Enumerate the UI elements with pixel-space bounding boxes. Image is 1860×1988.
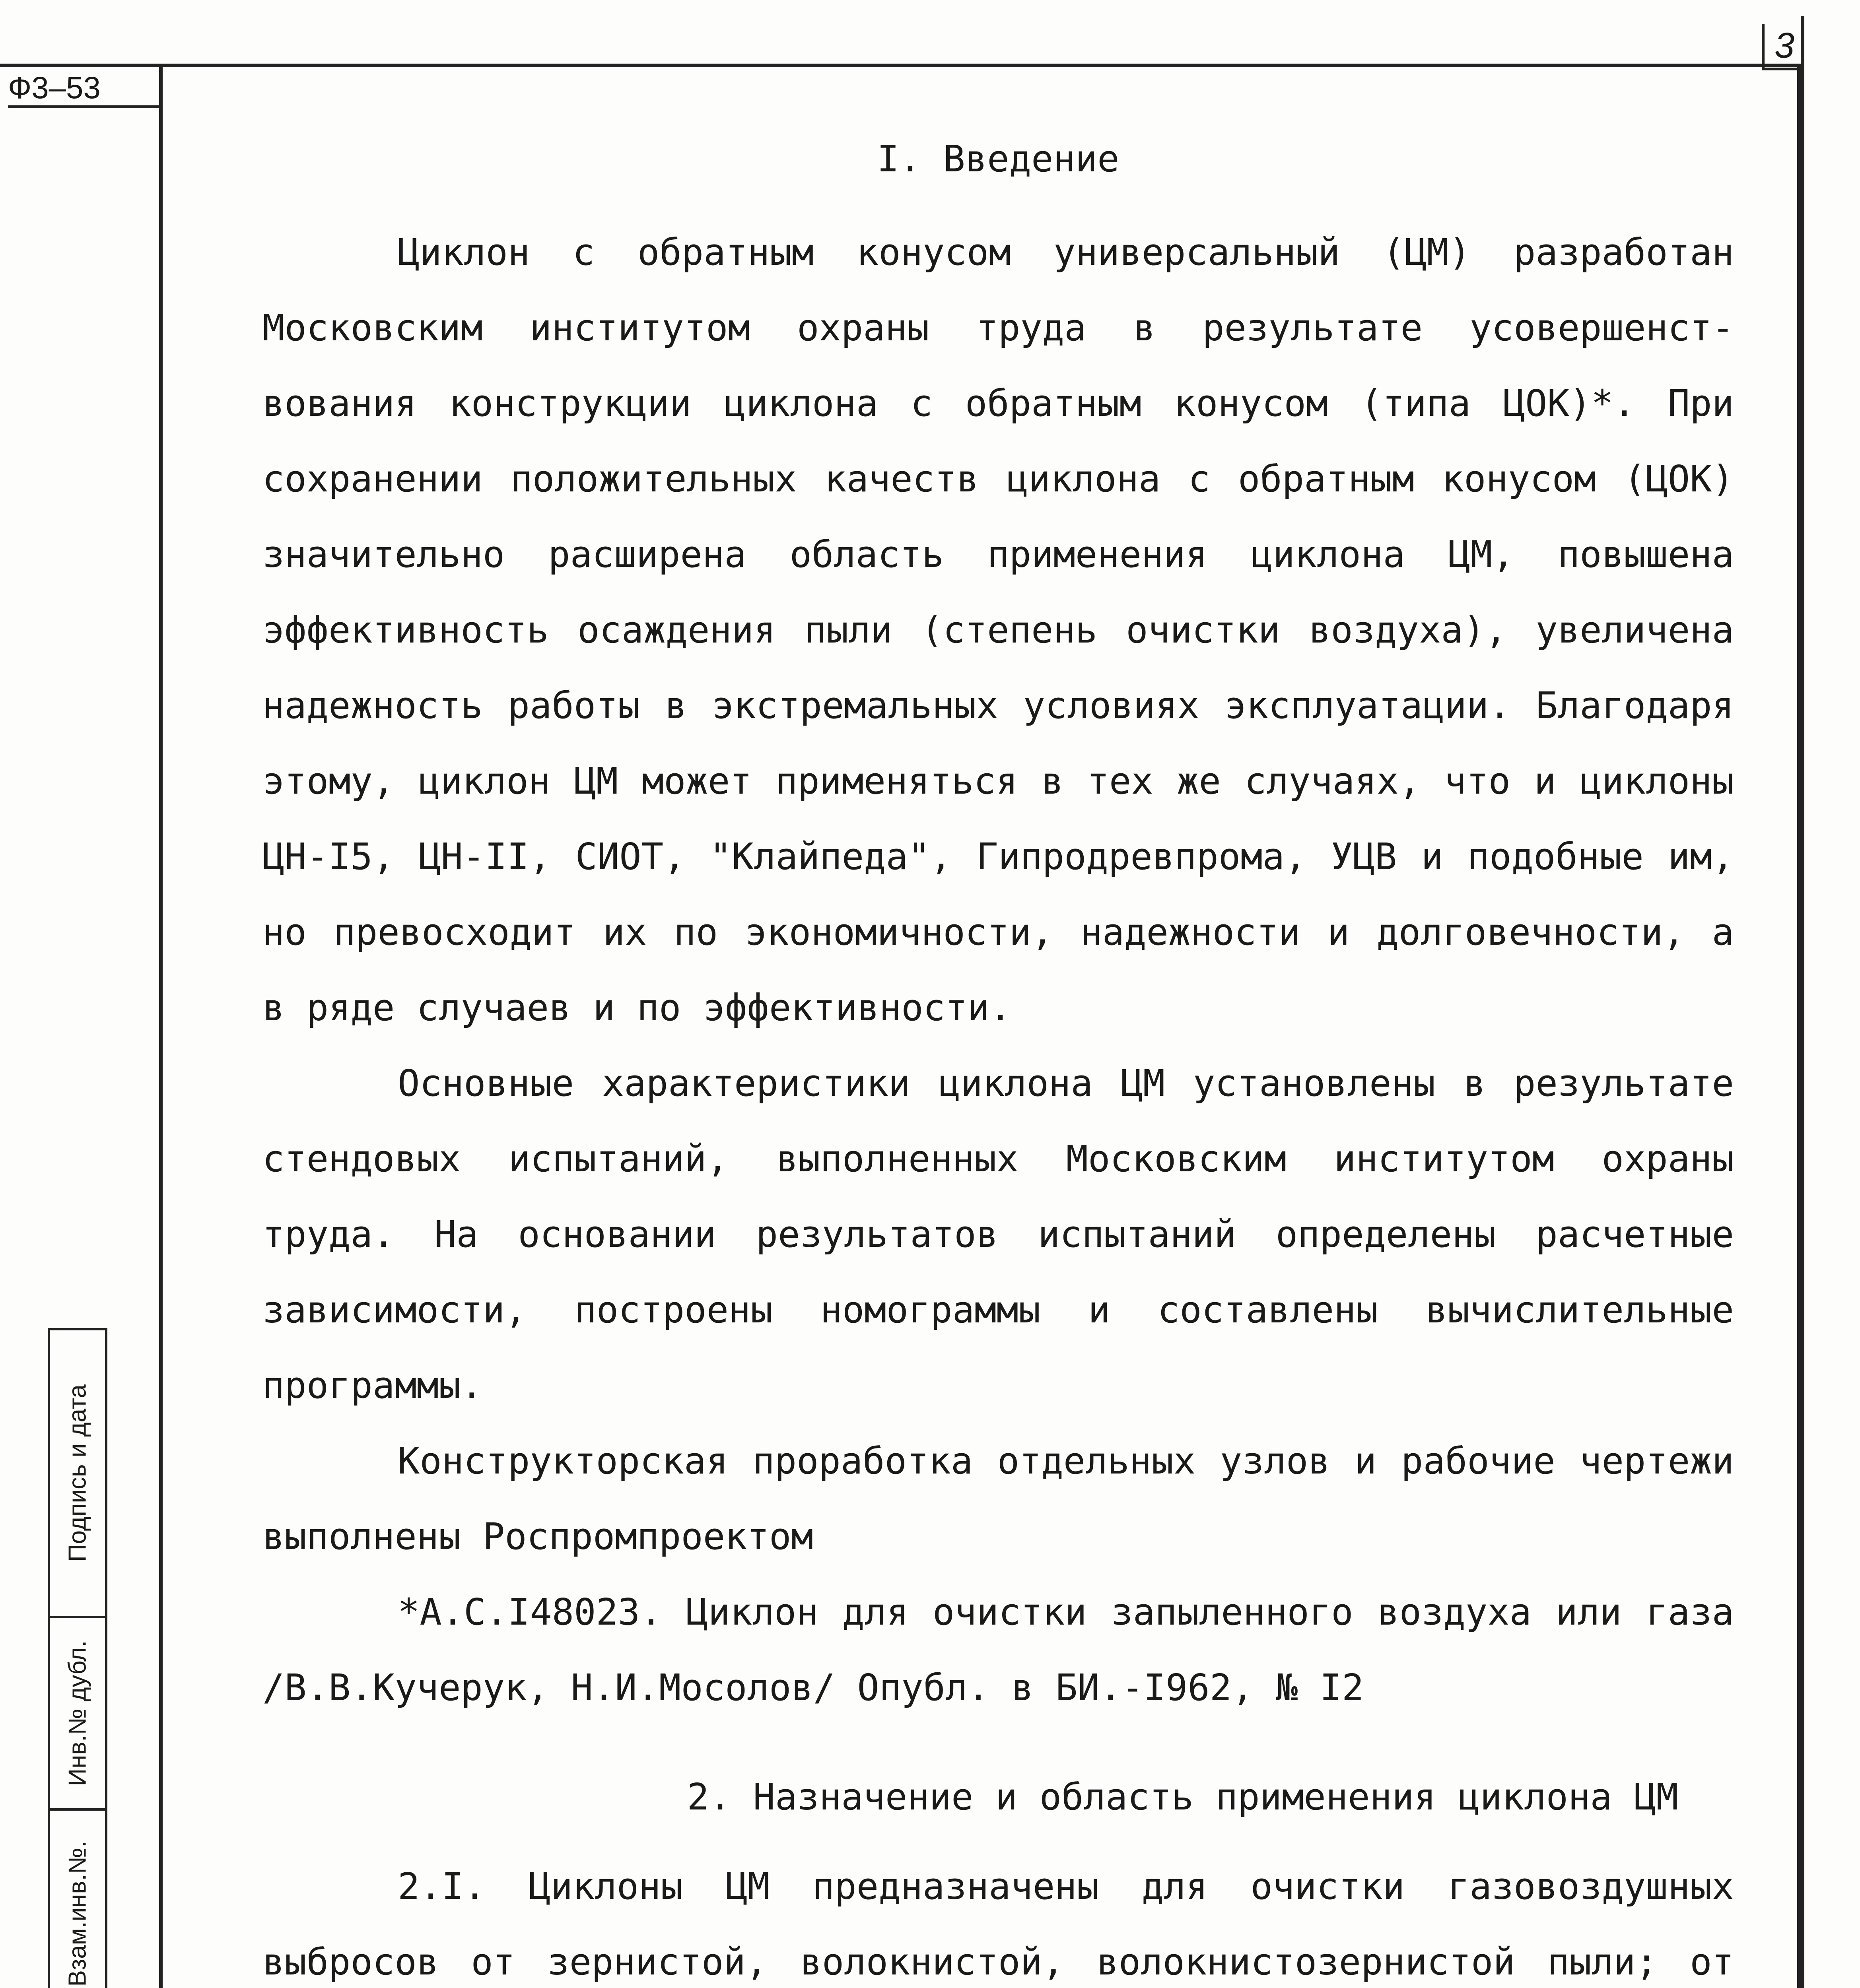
left-stamp-strip (48, 1328, 159, 1988)
paragraph-purpose-1: 2.I. Циклоны ЦМ предназначены для очистки газовоздушных выбросов от зернистой, волокнистой, волокнистозернистой пыли; от (262, 1865, 1734, 1983)
stamp-label-vzam-inv: Взам.инв.№. (64, 1840, 91, 1987)
section-heading-introduction: I. Введение (877, 138, 1119, 180)
document-body (262, 131, 1756, 1988)
paragraph-intro-3: Конструкторская проработка отдельных узлов и рабочие чертежи выполнены Роспромпроектом (262, 1440, 1756, 1558)
stamp-label-inv-dubl: Инв.№ дубл. (64, 1640, 91, 1786)
frame-right-line (1801, 16, 1804, 1988)
sheet-number: 3 (1762, 24, 1804, 70)
stamp-label-sign-date: Подпись и дата (64, 1384, 91, 1562)
paragraph-intro-1: Циклон с обратным конусом универсальный (ЦМ) разработан Московским институтом охраны труда в результате усовершенст-вования конструкции циклона с обратным конусом (типа ЦОК)*. При сохранении положительных качеств циклона с обратным конусом (ЦОК) значительно расширена область применения циклона ЦМ, повышена эффективность осаждения пыли (степень очистки воздуха), увеличена надежность работы в экстремальных условиях эксплуатации. Благодаря этому, циклон ЦМ может применяться в тех же случаях, что и циклоны ЦН-I5, ЦН-II, СИОТ, "Клайпеда", Гипродревпрома, УЦВ и подобные им, но превосходит их по экономичности, надежности и долговечности, а в ряде случаев и по эффективности. (262, 231, 1756, 1029)
form-code: Ф3–53 (8, 70, 159, 108)
stamp-cell-inv-dubl (48, 1616, 107, 1811)
stamp-cell-sign-date (48, 1328, 107, 1618)
footnote: *А.С.I48023. Циклон для очистки запыленного воздуха или газа /В.В.Кучерук, Н.И.Мосолов/ Опубл. в БИ.-I962, № I2 (262, 1591, 1756, 1709)
stamp-cell-vzam-inv (48, 1808, 107, 1988)
section-heading-purpose: 2. Назначение и область применения циклона ЦМ (687, 1776, 1678, 1818)
paragraph-intro-2: Основные характеристики циклона ЦМ установлены в результате стендовых испытаний, выполненных Московским институтом охраны труда. На основании результатов испытаний определены расчетные зависимости, построены номограммы и составлены вычислительные программы. (262, 1062, 1756, 1407)
